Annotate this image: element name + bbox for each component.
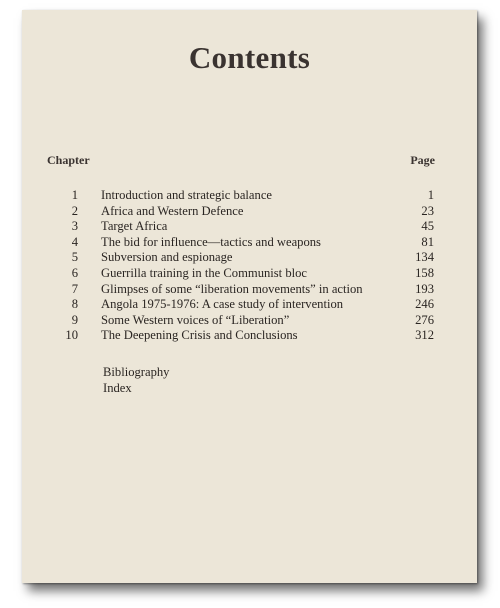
contents-row bbox=[22, 313, 477, 329]
chapter-title: Introduction and strategic balance bbox=[101, 188, 272, 202]
page-number: 312 bbox=[415, 328, 434, 343]
book-page bbox=[22, 10, 477, 583]
chapter-title: Angola 1975-1976: A case study of intervention bbox=[101, 297, 344, 312]
contents-row bbox=[22, 219, 477, 235]
chapter-title: Africa and Western Defence bbox=[101, 203, 244, 218]
chapter-title: Glimpses of some “liberation movements” in action bbox=[101, 281, 363, 296]
contents-row bbox=[22, 282, 477, 298]
contents-row bbox=[22, 204, 477, 220]
page-number: 193 bbox=[415, 281, 434, 296]
chapter-number: 4 bbox=[71, 234, 78, 249]
index-entry: Index bbox=[103, 380, 132, 395]
chapter-title: Guerrilla training in the Communist bloc bbox=[101, 265, 308, 280]
bibliography-entry: Bibliography bbox=[103, 365, 170, 379]
chapter-title: The Deepening Crisis and Conclusions bbox=[101, 328, 298, 343]
contents-row bbox=[22, 188, 477, 204]
chapter-number: 7 bbox=[71, 281, 78, 296]
contents-row bbox=[22, 235, 477, 251]
chapter-column-header: Chapter bbox=[47, 153, 90, 167]
chapter-number: 2 bbox=[71, 203, 78, 218]
chapter-title: The bid for influence—tactics and weapons bbox=[101, 234, 321, 249]
chapter-number: 5 bbox=[71, 250, 78, 265]
page-number: 1 bbox=[427, 188, 434, 202]
chapter-number: 9 bbox=[71, 312, 78, 327]
chapter-number: 3 bbox=[71, 219, 78, 234]
chapter-title: Subversion and espionage bbox=[101, 250, 233, 265]
chapter-title: Target Africa bbox=[101, 219, 168, 234]
chapter-title: Some Western voices of “Liberation” bbox=[101, 312, 290, 327]
contents-row bbox=[22, 297, 477, 313]
page-number: 81 bbox=[421, 234, 434, 249]
page-number: 45 bbox=[421, 219, 434, 234]
page-number: 246 bbox=[415, 297, 434, 312]
contents-row bbox=[22, 250, 477, 266]
page-column-header: Page bbox=[410, 153, 435, 167]
page-number: 23 bbox=[421, 203, 434, 218]
chapter-number: 1 bbox=[71, 188, 78, 202]
contents-row bbox=[22, 328, 477, 344]
chapter-number: 8 bbox=[71, 297, 78, 312]
page-number: 134 bbox=[415, 250, 434, 265]
chapter-number: 10 bbox=[65, 328, 78, 343]
contents-list bbox=[22, 188, 477, 344]
chapter-number: 6 bbox=[71, 265, 78, 280]
page-title: Contents bbox=[188, 40, 311, 75]
contents-row bbox=[22, 266, 477, 282]
page-number: 276 bbox=[415, 312, 434, 327]
page-number: 158 bbox=[415, 265, 434, 280]
back-matter-list bbox=[103, 365, 169, 396]
